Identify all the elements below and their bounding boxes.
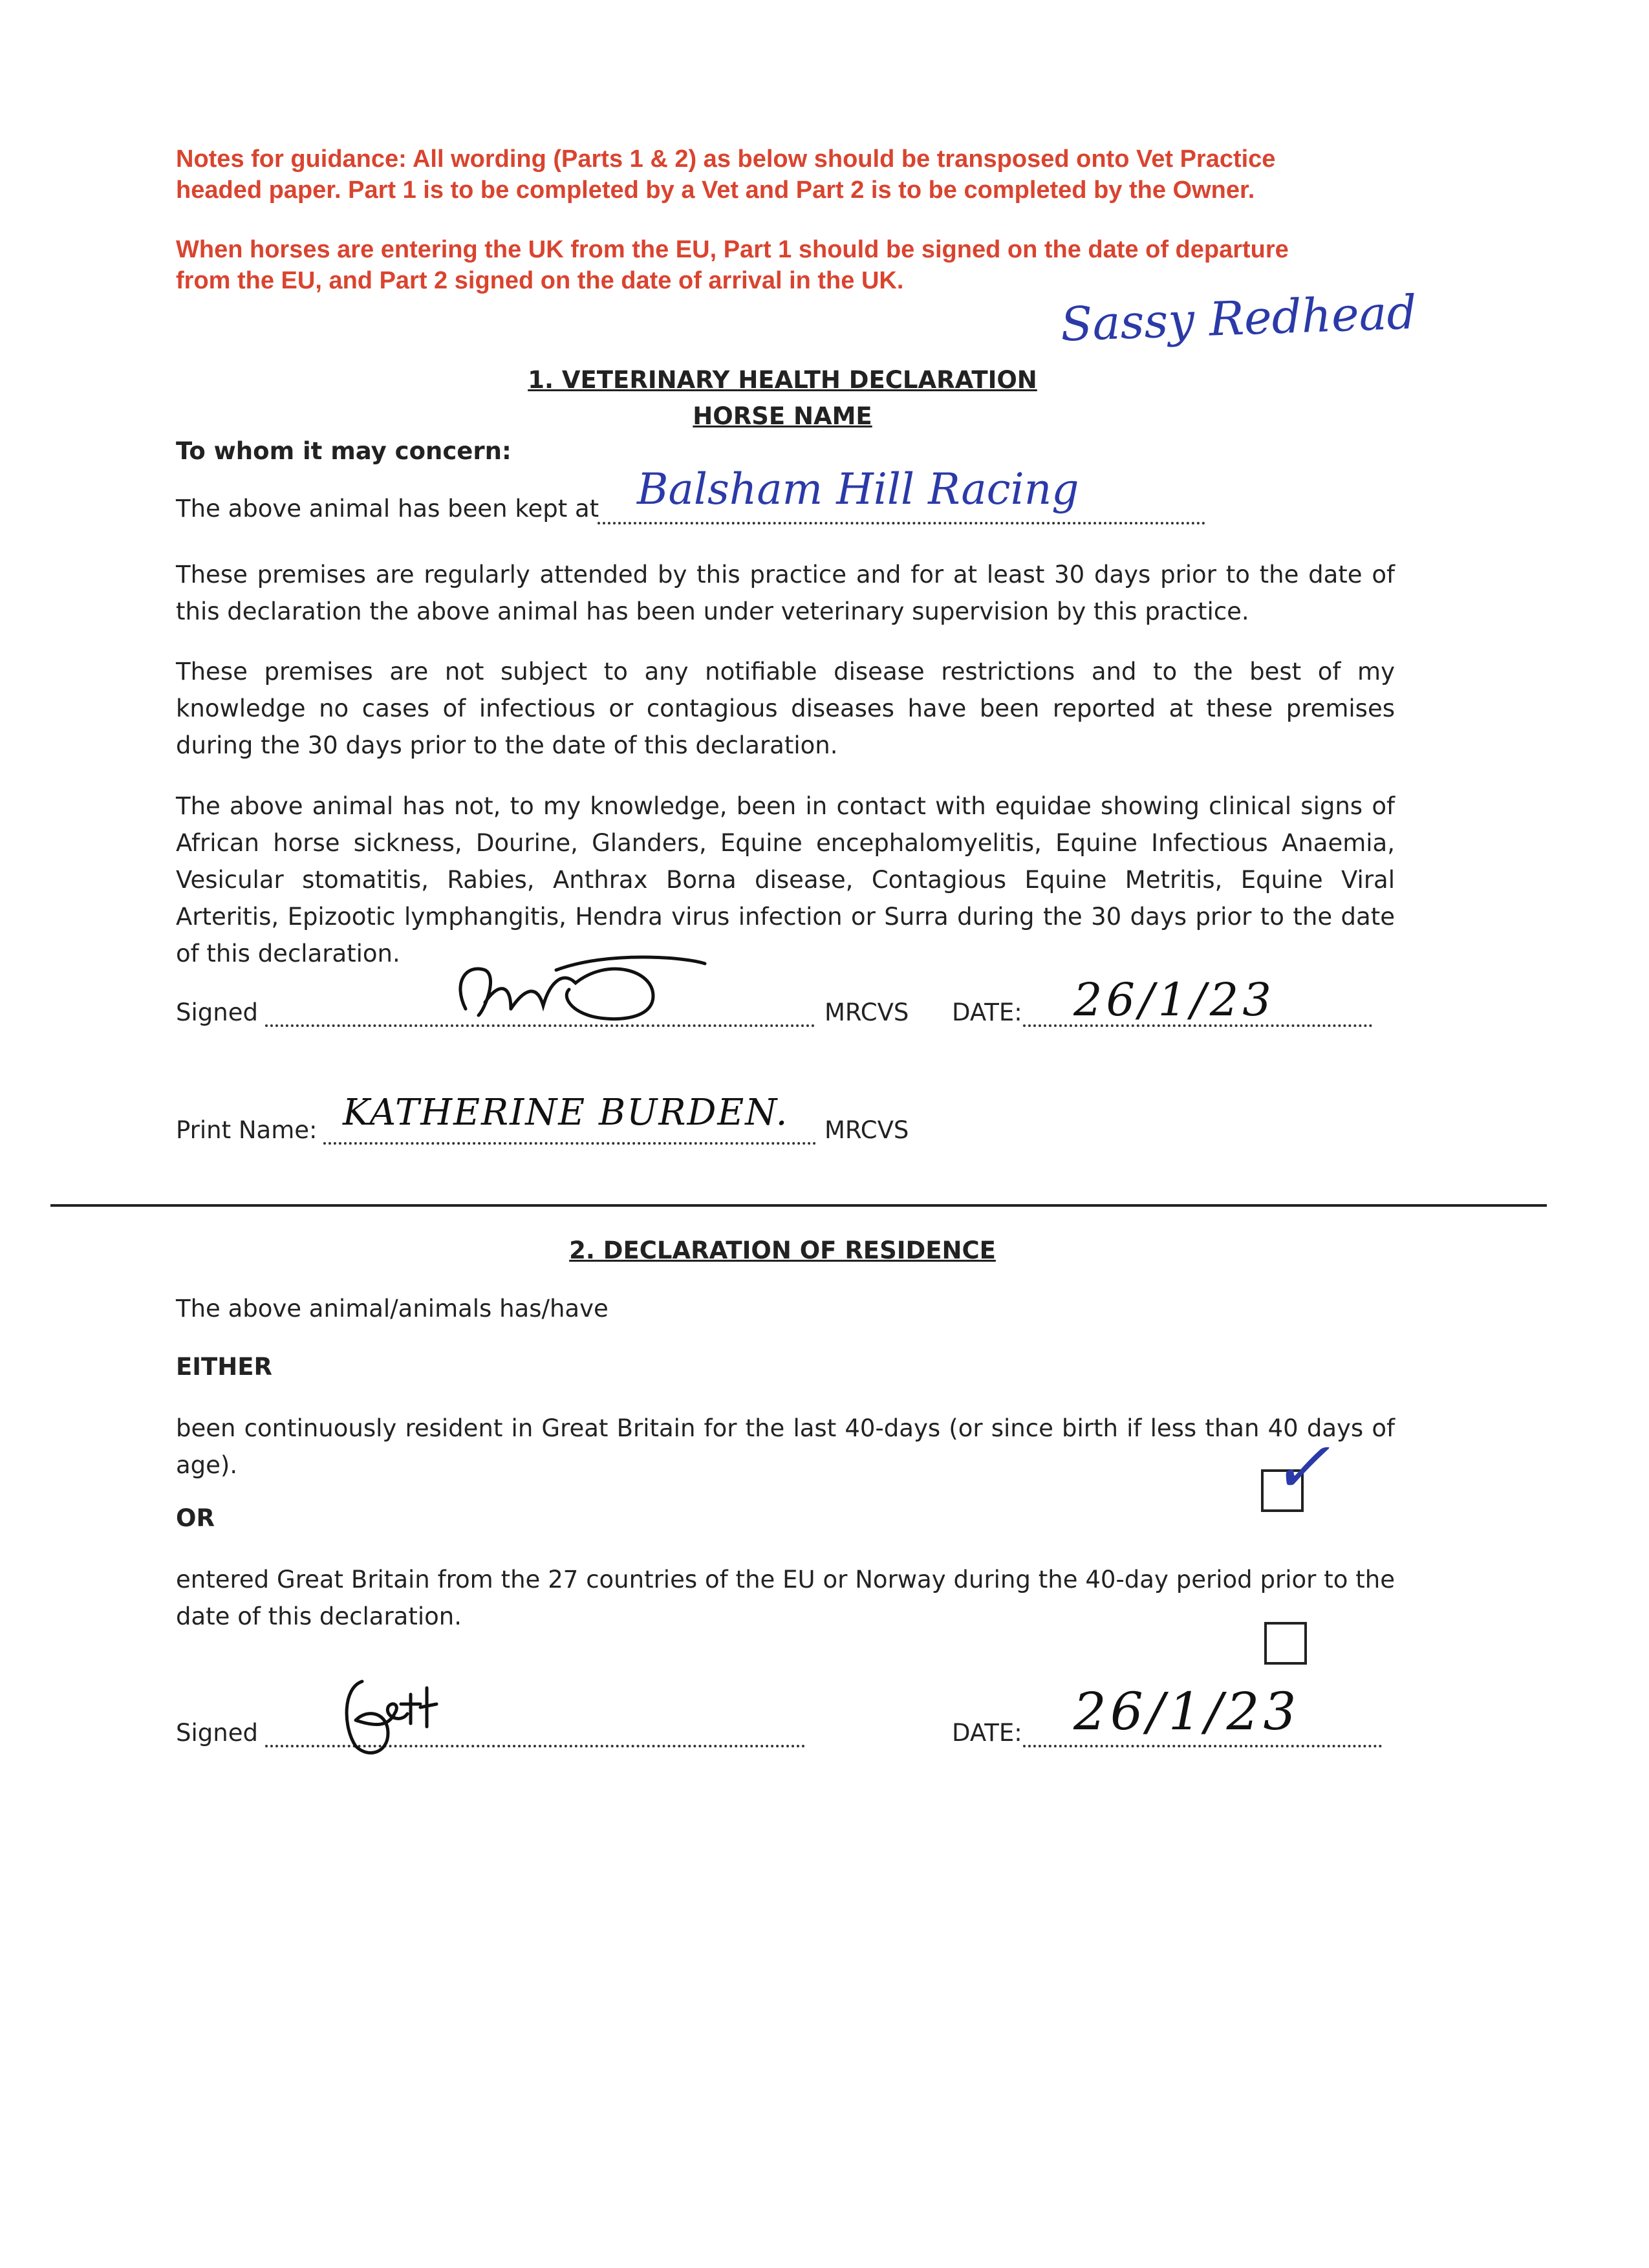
or-label: OR	[176, 1504, 215, 1532]
to-whom-label: To whom it may concern:	[176, 437, 512, 465]
vet-signed-label: Signed	[176, 999, 258, 1026]
kept-at-label: The above animal has been kept at	[176, 495, 599, 523]
part1-title: 1. VETERINARY HEALTH DECLARATION	[528, 366, 1037, 394]
handwritten-premises: Balsham Hill Racing	[637, 464, 1079, 514]
section-divider	[50, 1204, 1547, 1207]
part1-paragraph-3: The above animal has not, to my knowledge, been in contact with equidae showing clinical signs of African horse sickness, Dourine, Glanders, Equine encephalomyelitis, Equine Infectious Anaemia, Vesicular stomatitis, Rabies, Anthrax Borna disease, Contagious Equine Metritis, Equine Viral Arteritis, Epizootic lymphangitis, Hendra virus infection or Surra during the 30 days prior to the date of this declaration.	[176, 792, 1395, 967]
handwritten-horse-name: Sassy Redhead	[1059, 285, 1417, 352]
part2-title: 2. DECLARATION OF RESIDENCE	[569, 1237, 996, 1264]
part1-paragraph-2: These premises are not subject to any notifiable disease restrictions and to the best of my knowledge no cases of infectious or contagious diseases have been reported at these premises during the 30 days prior to the date of this declaration.	[176, 658, 1395, 759]
option-2-text: entered Great Britain from the 27 countries of the EU or Norway during the 40-day period prior to the date of this declaration.	[176, 1566, 1395, 1630]
handwritten-vet-date: 26/1/23	[1073, 973, 1275, 1026]
owner-signed-label: Signed	[176, 1719, 258, 1747]
guidance-note-line-4: from the EU, and Part 2 signed on the date of arrival in the UK.	[176, 267, 904, 294]
guidance-note-line-2: headed paper. Part 1 is to be completed by a Vet and Part 2 is to be completed by the Owner.	[176, 177, 1255, 204]
guidance-note-line-3: When horses are entering the UK from the EU, Part 1 should be signed on the date of departure	[176, 236, 1289, 263]
vet-signature	[440, 944, 711, 1035]
handwritten-owner-date: 26/1/23	[1073, 1681, 1300, 1742]
option-1-text: been continuously resident in Great Britain for the last 40-days (or since birth if less than 40 days of age).	[176, 1414, 1395, 1479]
owner-date-dotted-line	[1023, 1745, 1382, 1747]
print-name-label: Print Name:	[176, 1116, 318, 1144]
handwritten-print-name: KATHERINE BURDEN.	[343, 1092, 789, 1134]
part2-intro: The above animal/animals has/have	[176, 1295, 609, 1323]
guidance-note-line-1: Notes for guidance: All wording (Parts 1 & 2) as below should be transposed onto Vet Practice	[176, 146, 1276, 173]
owner-date-label: DATE:	[952, 1719, 1022, 1747]
vet-mrcvs-label: MRCVS	[824, 999, 909, 1026]
part1-paragraph-1: These premises are regularly attended by this practice and for at least 30 days prior to the date of this declaration the above animal has been under veterinary supervision by this practice.	[176, 561, 1395, 625]
owner-signature	[330, 1669, 459, 1766]
either-label: EITHER	[176, 1353, 273, 1381]
print-name-mrcvs-label: MRCVS	[824, 1116, 909, 1144]
option-1-check-mark: ✓	[1271, 1426, 1331, 1509]
option-2-checkbox[interactable]	[1264, 1622, 1307, 1665]
kept-at-dotted-line	[598, 522, 1205, 524]
part1-subtitle: HORSE NAME	[693, 402, 872, 430]
print-name-dotted-line	[323, 1142, 816, 1145]
vet-date-label: DATE:	[952, 999, 1022, 1026]
